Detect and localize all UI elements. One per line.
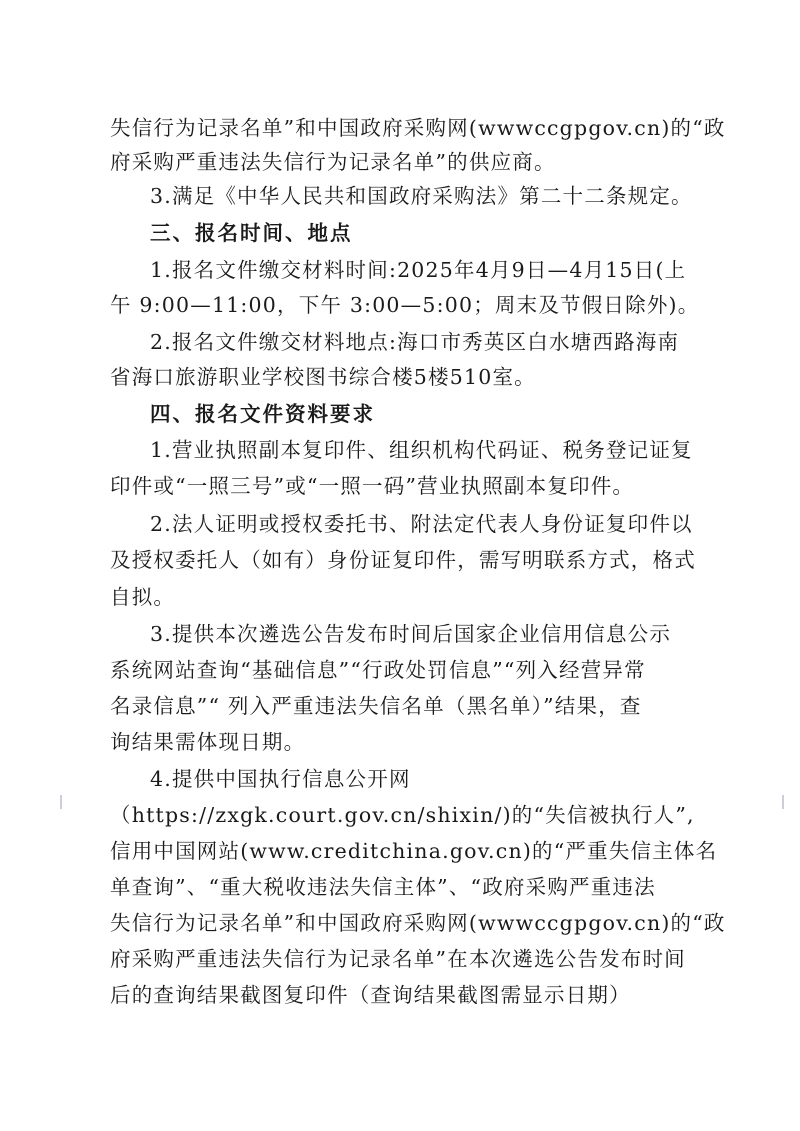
text-line: 信用中国网站(www.creditchina.gov.cn)的“严重失信主体名 xyxy=(110,839,718,863)
text-line: 失信行为记录名单”和中国政府采购网(wwwccgpgov.cn)的“政 xyxy=(110,911,726,935)
text-line: 名录信息”“ 列入严重违法失信名单（黑名单）”结果，查 xyxy=(110,694,642,718)
text-line: 4.提供中国执行信息公开网 xyxy=(150,767,411,791)
text-line: 2.报名文件缴交材料地点:海口市秀英区白水塘西路海南 xyxy=(150,330,680,354)
text-line: 1.营业执照副本复印件、组织机构代码证、税务登记证复 xyxy=(150,438,693,462)
section-heading: 三、报名时间、地点 xyxy=(150,221,353,245)
text-line: 2.法人证明或授权委托书、附法定代表人身份证复印件以 xyxy=(150,512,693,536)
text-line: 询结果需体现日期。 xyxy=(110,730,306,754)
text-line: 府采购严重违法失信行为记录名单”在本次遴选公告发布时间 xyxy=(110,947,686,971)
text-line: 3.提供本次遴选公告发布时间后国家企业信用信息公示 xyxy=(150,622,672,646)
text-line: 单查询”、“重大税收违法失信主体”、“政府采购严重违法 xyxy=(110,875,656,899)
text-line: 午 9:00—11:00，下午 3:00—5:00；周末及节假日除外)。 xyxy=(110,293,700,317)
scan-mark xyxy=(782,795,784,809)
text-line: 3.满足《中华人民共和国政府采购法》第二十二条规定。 xyxy=(150,184,693,208)
text-line: 1.报名文件缴交材料时间:2025年4月9日—4月15日(上 xyxy=(150,258,687,282)
text-line: 后的查询结果截图复印件（查询结果截图需显示日期） xyxy=(110,983,631,1007)
text-line: （https://zxgk.court.gov.cn/shixin/)的“失信被执行人”, xyxy=(110,803,695,827)
section-heading: 四、报名文件资料要求 xyxy=(150,402,375,426)
scan-mark xyxy=(60,795,62,809)
text-line: 印件或“一照三号”或“一照一码”营业执照副本复印件。 xyxy=(110,474,635,498)
text-line: 自拟。 xyxy=(110,585,176,609)
text-line: 失信行为记录名单”和中国政府采购网(wwwccgpgov.cn)的“政 xyxy=(110,116,726,140)
text-line: 及授权委托人（如有）身份证复印件，需写明联系方式，格式 xyxy=(110,548,696,572)
text-line: 府采购严重违法失信行为记录名单”的供应商。 xyxy=(110,150,556,174)
text-line: 省海口旅游职业学校图书综合楼5楼510室。 xyxy=(110,365,536,389)
text-line: 系统网站查询“基础信息”“行政处罚信息”“列入经营异常 xyxy=(110,658,646,682)
